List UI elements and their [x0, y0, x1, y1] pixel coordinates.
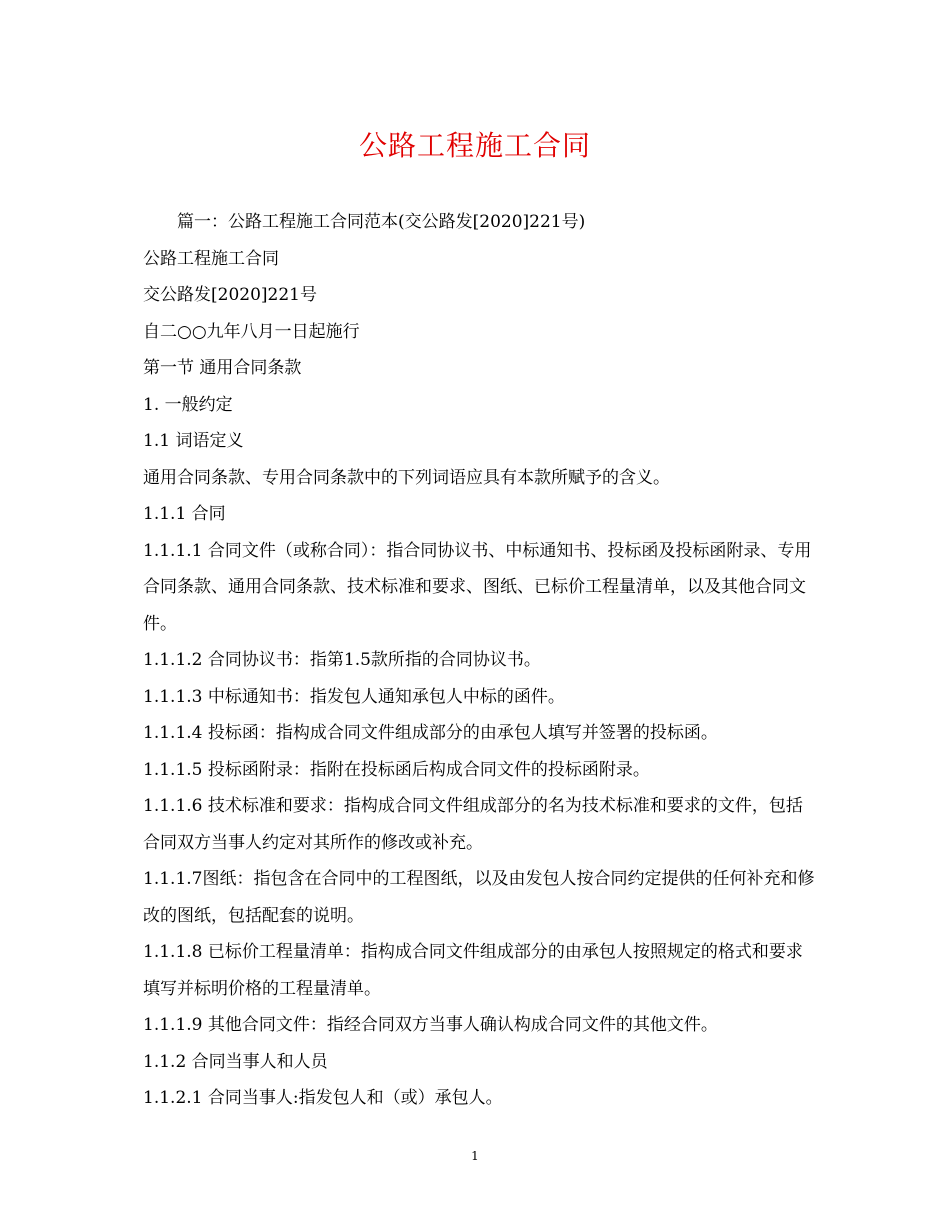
- section-heading: 第一节 通用合同条款: [143, 358, 302, 378]
- clause-item: 1.1.1.5 投标函附录：指附在投标函后构成合同文件的投标函附录。: [143, 759, 650, 780]
- clause-item: 1.1.1.9 其他合同文件：指经合同双方当事人确认构成合同文件的其他文件。: [143, 1015, 718, 1035]
- clause-item: 1.1.2.1 合同当事人:指发包人和（或）承包人。: [143, 1088, 503, 1108]
- clause-item: 1.1.1.8 已标价工程量清单：指构成合同文件组成部分的由承包人按照规定的格式和要求填写并标明价格的工程量清单。: [143, 942, 803, 999]
- clause-item: 1.1.1.2 合同协议书：指第1.5款所指的合同协议书。: [143, 650, 541, 670]
- clause-heading: 1.1.1 合同: [143, 504, 226, 524]
- paragraph: 交公路发[2020]221号: [143, 285, 317, 305]
- clause-item: 1.1.1.1 合同文件（或称合同）：指合同协议书、中标通知书、投标函及投标函附录、专用合同条款、通用合同条款、技术标准和要求、图纸、已标价工程量清单，以及其他合同文件。: [143, 540, 812, 634]
- clause-item: 1.1.1.3 中标通知书：指发包人通知承包人中标的函件。: [143, 686, 565, 707]
- clause-heading: 1.1 词语定义: [143, 431, 244, 451]
- paragraph: 自二○○九年八月一日起施行: [143, 321, 360, 342]
- paragraph-intro: 篇一：公路工程施工合同范本(交公路发[2020]221号): [177, 212, 586, 232]
- clause-item: 1.1.1.7图纸：指包含在合同中的工程图纸，以及由发包人按合同约定提供的任何补充和修改的图纸，包括配套的说明。: [143, 869, 815, 926]
- clause-item: 1.1.1.4 投标函：指构成合同文件组成部分的由承包人填写并签署的投标函。: [143, 723, 718, 743]
- document-title: 公路工程施工合同: [358, 129, 591, 162]
- clause-heading: 1. 一般约定: [143, 394, 233, 415]
- page-number: 1: [471, 1149, 479, 1163]
- clause-item: 1.1.1.6 技术标准和要求：指构成合同文件组成部分的名为技术标准和要求的文件，包括合同双方当事人约定对其所作的修改或补充。: [143, 796, 803, 853]
- document-body: [143, 204, 815, 1117]
- paragraph: 公路工程施工合同: [143, 248, 279, 269]
- clause-heading: 1.1.2 合同当事人和人员: [143, 1051, 328, 1072]
- paragraph: 通用合同条款、专用合同条款中的下列词语应具有本款所赋予的含义。: [143, 467, 670, 488]
